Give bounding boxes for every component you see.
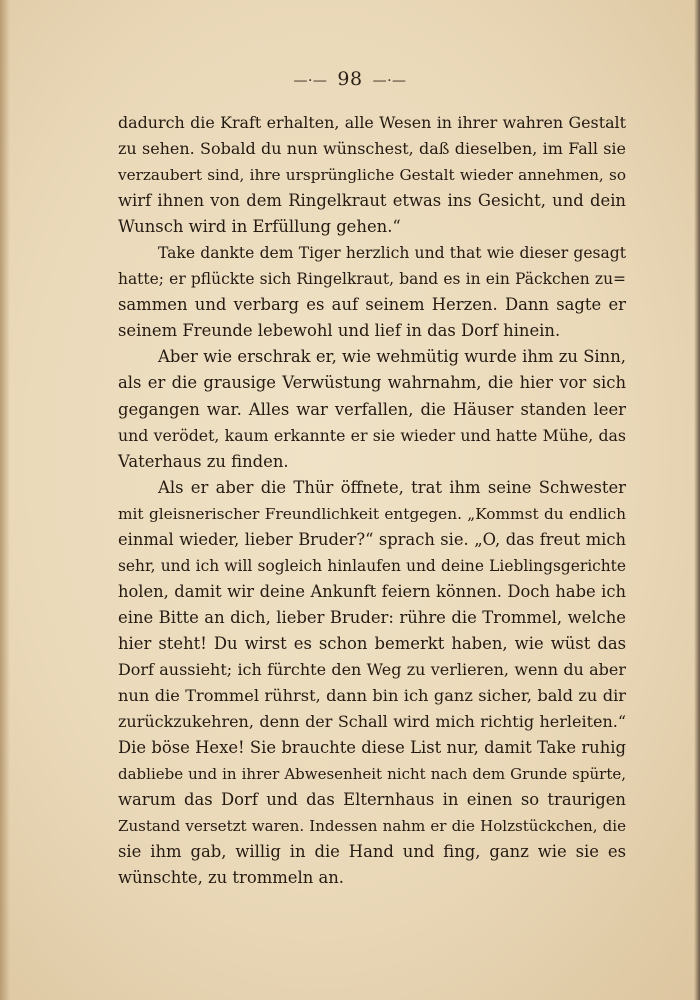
text-line: holen, damit wir deine Ankunft feiern können. Doch habe ich [118,581,626,601]
text-line: dabliebe und in ihrer Abwesenheit nicht nach dem Grunde spürte, [118,765,626,784]
text-line: Aber wie erschrak er, wie wehmütig wurde ihm zu Sinn, [158,347,626,367]
text-line: zurückzukehren, denn der Schall wird mich richtig herleiten.“ [118,712,626,732]
text-line: und verödet, kaum erkannte er sie wieder und hatte Mühe, das [118,425,626,445]
left-ornament: —·— [293,73,328,89]
text-line: eine Bitte an dich, lieber Bruder: rühre die Trommel, welche [118,607,626,627]
page-edge-shadow [694,0,700,1000]
text-line: zu sehen. Sobald du nun wünschest, daß dieselben, im Fall sie [118,139,626,159]
text-line: hier steht! Du wirst es schon bemerkt haben, wie wüst das [118,633,626,653]
paragraph [118,240,626,344]
text-line: wirf ihnen von dem Ringelkraut etwas ins Gesicht, und dein [118,191,626,211]
text-line: seinem Freunde lebewohl und lief in das Dorf hinein. [118,321,561,341]
text-line: sammen und verbarg es auf seinem Herzen. Dann sagte er [118,295,626,315]
text-line: einmal wieder, lieber Bruder?“ sprach sie. „O, das freut mich [118,529,626,549]
text-line: Take dankte dem Tiger herzlich und that wie dieser gesagt [158,244,626,263]
page-gutter-shadow [0,0,10,1000]
body-text [118,110,626,891]
text-line: hatte; er pflückte sich Ringelkraut, band es in ein Päckchen zu= [118,270,626,289]
page-header [0,68,700,90]
text-line: mit gleisnerischer Freundlichkeit entgegen. „Kommst du endlich [118,504,626,523]
paragraph [118,110,626,240]
text-line: Die böse Hexe! Sie brauchte diese List nur, damit Take ruhig [118,738,626,758]
right-ornament: —·— [372,73,407,89]
text-line: Zustand versetzt waren. Indessen nahm er die Holzstückchen, die [118,817,626,836]
page-number: 98 [337,68,363,90]
text-line: Dorf aussieht; ich fürchte den Weg zu verlieren, wenn du aber [118,659,626,679]
text-line: sehr, und ich will sogleich hinlaufen und deine Lieblingsgerichte [118,556,626,575]
text-line: dadurch die Kraft erhalten, alle Wesen in ihrer wahren Gestalt [118,113,626,132]
text-line: verzaubert sind, ihre ursprüngliche Gestalt wieder annehmen, so [118,166,626,185]
text-line: warum das Dorf und das Elternhaus in einen so traurigen [118,790,626,810]
text-line: nun die Trommel rührst, dann bin ich ganz sicher, bald zu dir [118,686,626,706]
text-line: Vaterhaus zu finden. [118,451,289,471]
text-line: Als er aber die Thür öffnete, trat ihm seine Schwester [158,477,626,497]
paragraph [118,475,626,892]
paragraph [118,344,626,474]
text-line: wünschte, zu trommeln an. [118,868,345,888]
text-line: als er die grausige Verwüstung wahrnahm, die hier vor sich [118,373,626,393]
text-line: gegangen war. Alles war verfallen, die Häuser standen leer [118,399,626,419]
text-line: Wunsch wird in Erfüllung gehen.“ [118,217,401,237]
text-line: sie ihm gab, willig in die Hand und fing, ganz wie sie es [118,842,626,862]
